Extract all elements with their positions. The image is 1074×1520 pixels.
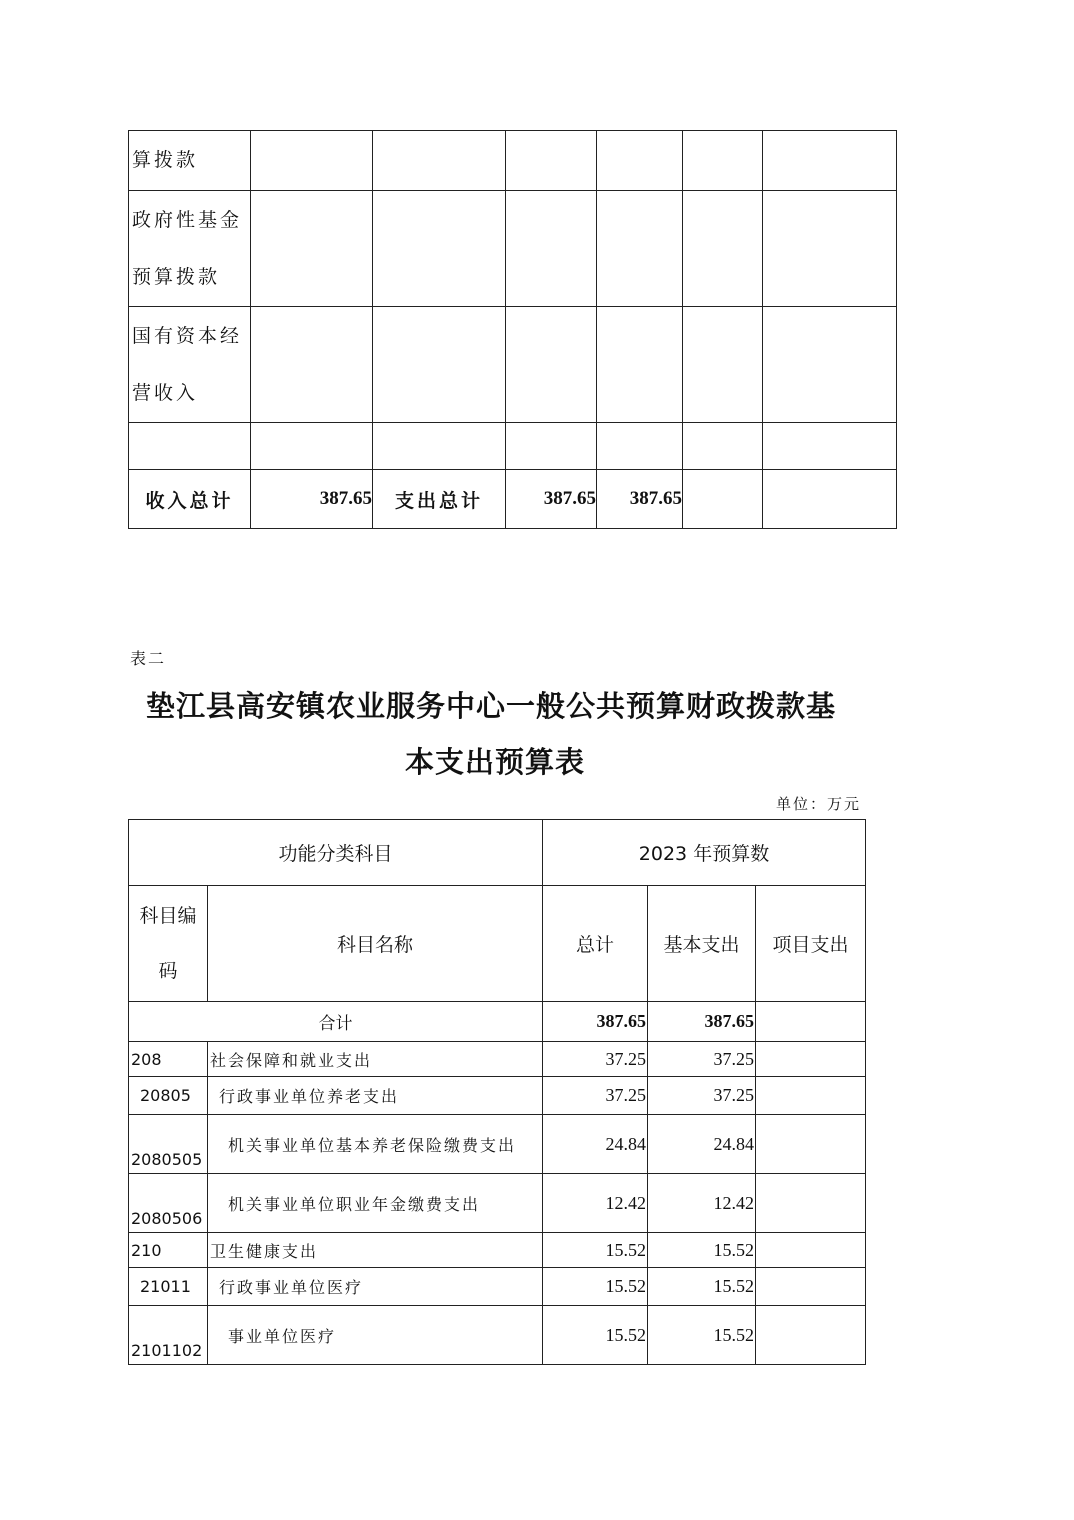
table-title-line1: 垫江县高安镇农业服务中心一般公共预算财政拨款基 <box>146 689 837 723</box>
row-code: 2080506 <box>129 1174 208 1233</box>
row-total: 15.52 <box>543 1233 648 1268</box>
row-code: 21011 <box>129 1268 208 1306</box>
row-project <box>756 1268 866 1306</box>
row-basic: 12.42 <box>648 1174 756 1233</box>
row-total: 24.84 <box>543 1115 648 1174</box>
unit-label: 单位：万元 <box>776 795 862 813</box>
header-total: 总计 <box>543 886 648 1002</box>
table-row <box>129 423 897 470</box>
sum-basic: 387.65 <box>648 1002 756 1042</box>
row-project <box>756 1042 866 1077</box>
header-budget-year: 2023 年预算数 <box>543 820 866 886</box>
row-total: 15.52 <box>543 1306 648 1365</box>
row-total: 37.25 <box>543 1042 648 1077</box>
row-code: 210 <box>129 1233 208 1268</box>
table-row <box>129 1233 866 1268</box>
income-total-value: 387.65 <box>251 470 373 529</box>
row-project <box>756 1306 866 1365</box>
row-name: 社会保障和就业支出 <box>208 1042 543 1077</box>
header-name: 科目名称 <box>208 886 543 1002</box>
table-row <box>129 307 897 423</box>
table-row <box>129 1306 866 1365</box>
expense-total-label: 支出总计 <box>373 470 506 529</box>
row-basic: 37.25 <box>648 1077 756 1115</box>
header-basic: 基本支出 <box>648 886 756 1002</box>
table-row <box>129 1115 866 1174</box>
basic-expense-budget-table <box>128 819 866 1365</box>
row-project <box>756 1233 866 1268</box>
expense-total-value-2: 387.65 <box>597 470 683 529</box>
header-row <box>129 820 866 886</box>
row-basic: 15.52 <box>648 1306 756 1365</box>
sum-row <box>129 1002 866 1042</box>
row-name: 行政事业单位医疗 <box>208 1268 543 1306</box>
row-basic: 37.25 <box>648 1042 756 1077</box>
table-title-line2: 本支出预算表 <box>405 745 586 779</box>
income-total-label: 收入总计 <box>129 470 251 529</box>
row-basic: 24.84 <box>648 1115 756 1174</box>
table-row <box>129 1042 866 1077</box>
row-name: 机关事业单位职业年金缴费支出 <box>208 1174 543 1233</box>
sum-total: 387.65 <box>543 1002 648 1042</box>
table-caption: 表二 <box>130 649 167 668</box>
header-row <box>129 886 866 1002</box>
income-expense-table <box>128 130 897 529</box>
row-code: 2080505 <box>129 1115 208 1174</box>
row-total: 12.42 <box>543 1174 648 1233</box>
sum-label: 合计 <box>129 1002 543 1042</box>
table-row <box>129 1268 866 1306</box>
row-name: 机关事业单位基本养老保险缴费支出 <box>208 1115 543 1174</box>
total-row <box>129 470 897 529</box>
row-label: 政府性基金 预算拨款 <box>129 191 251 307</box>
row-name: 行政事业单位养老支出 <box>208 1077 543 1115</box>
header-function-category: 功能分类科目 <box>129 820 543 886</box>
table-row <box>129 191 897 307</box>
row-name: 事业单位医疗 <box>208 1306 543 1365</box>
row-project <box>756 1115 866 1174</box>
header-project: 项目支出 <box>756 886 866 1002</box>
row-name: 卫生健康支出 <box>208 1233 543 1268</box>
row-basic: 15.52 <box>648 1233 756 1268</box>
row-total: 15.52 <box>543 1268 648 1306</box>
row-code: 20805 <box>129 1077 208 1115</box>
row-project <box>756 1174 866 1233</box>
table-row <box>129 131 897 191</box>
row-basic: 15.52 <box>648 1268 756 1306</box>
row-code: 208 <box>129 1042 208 1077</box>
expense-total-value: 387.65 <box>506 470 597 529</box>
row-label: 国有资本经 营收入 <box>129 307 251 423</box>
header-code: 科目编 码 <box>129 886 208 1002</box>
table-row <box>129 1174 866 1233</box>
row-code: 2101102 <box>129 1306 208 1365</box>
table-row <box>129 1077 866 1115</box>
row-project <box>756 1077 866 1115</box>
row-label: 算拨款 <box>129 131 251 191</box>
row-total: 37.25 <box>543 1077 648 1115</box>
